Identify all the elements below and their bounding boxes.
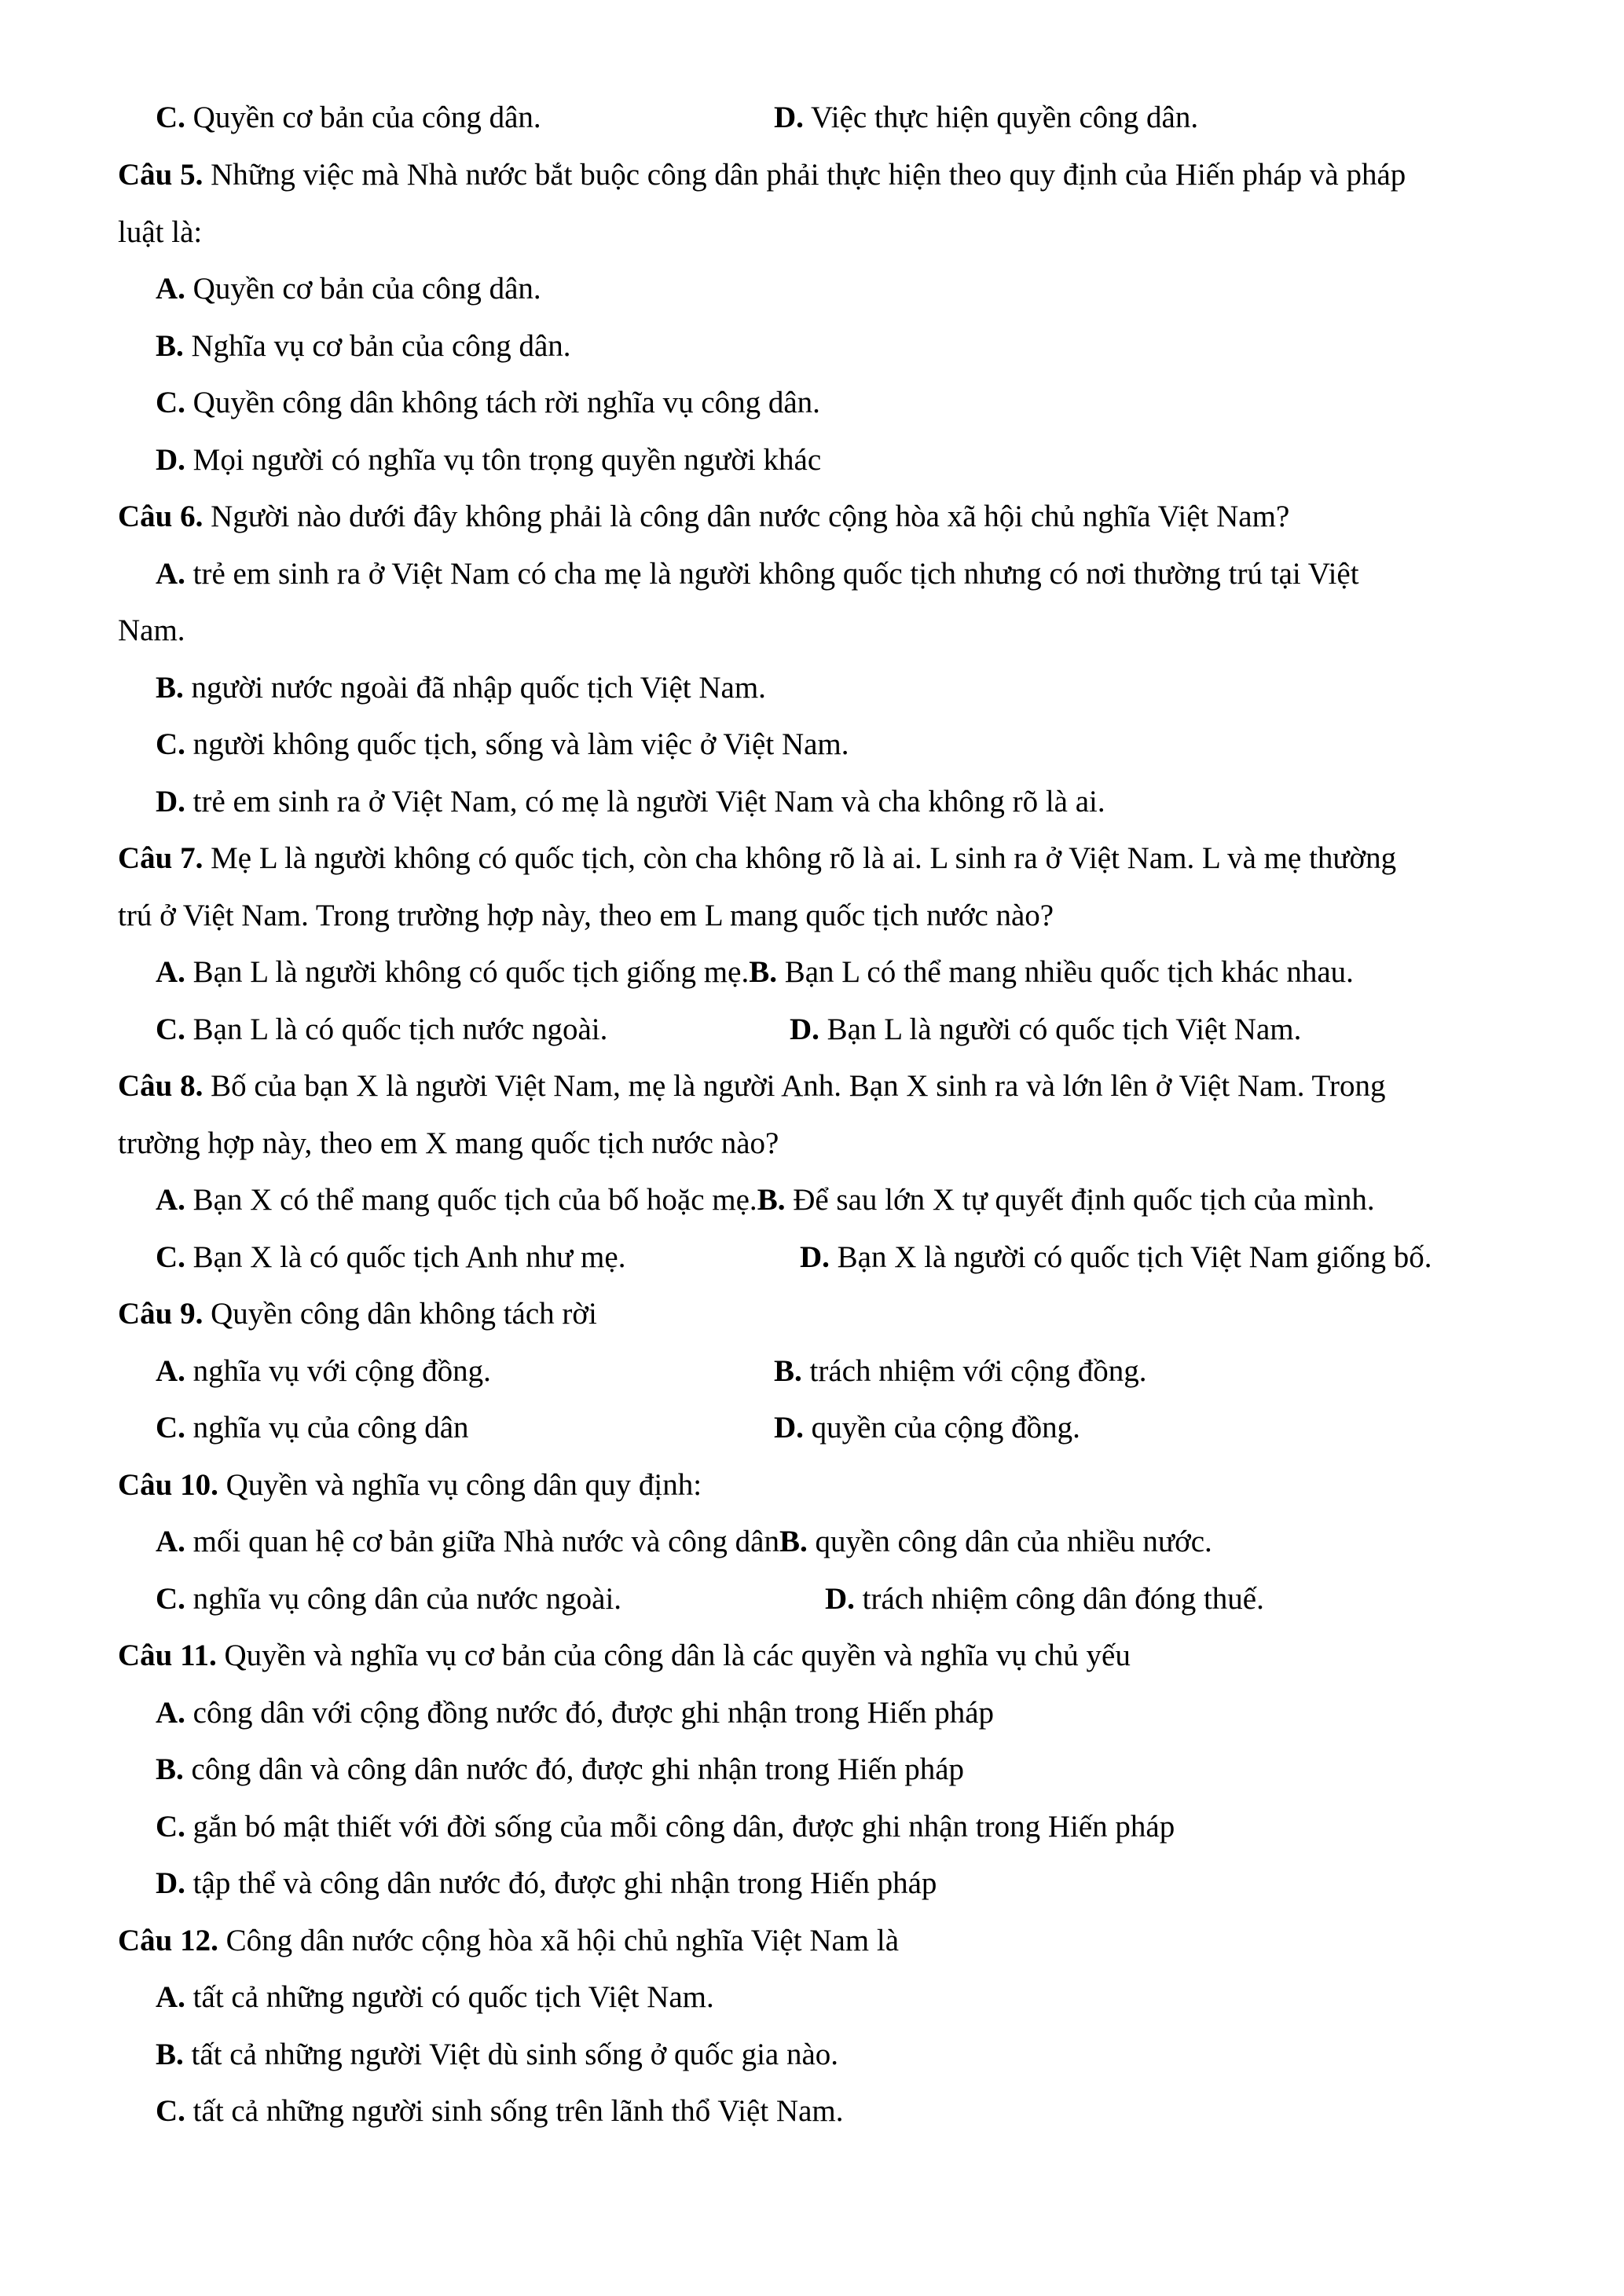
text-run: nghĩa vụ công dân của nước ngoài. — [185, 1582, 622, 1616]
label-bold: A. — [156, 1354, 185, 1388]
label-bold: A. — [156, 1696, 185, 1730]
text-line — [156, 1412, 469, 1443]
label-bold: B. — [749, 955, 777, 989]
label-bold: C. — [156, 386, 185, 419]
text-line — [156, 387, 820, 418]
text-run: tất cả những người sinh sống trên lãnh thổ Việt Nam. — [185, 2094, 844, 2128]
label-bold: A. — [156, 557, 185, 591]
text-run: trú ở Việt Nam. Trong trường hợp này, theo em L mang quốc tịch nước nào? — [118, 899, 1054, 932]
text-run: trường hợp này, theo em X mang quốc tịch nước nào? — [118, 1126, 779, 1160]
label-bold: B. — [156, 1752, 184, 1786]
label-bold: Câu 6. — [118, 500, 203, 533]
text-run: Bạn L có thể mang nhiều quốc tịch khác nhau. — [776, 955, 1354, 989]
text-line — [118, 501, 1289, 532]
text-line — [774, 102, 1198, 133]
label-bold: B. — [774, 1354, 802, 1388]
text-line — [156, 1014, 607, 1045]
text-line — [156, 2039, 838, 2070]
text-line — [118, 615, 185, 646]
label-bold: B. — [156, 329, 184, 363]
text-run: luật là: — [118, 215, 203, 249]
text-run: Quyền cơ bản của công dân. — [185, 272, 541, 306]
text-line — [156, 1356, 491, 1386]
label-bold: C. — [156, 1013, 185, 1046]
text-run: quyền công dân của nhiều nước. — [807, 1525, 1212, 1558]
text-line — [156, 729, 849, 760]
text-line — [156, 273, 541, 304]
text-line — [774, 1412, 1080, 1443]
text-run: tập thể và công dân nước đó, được ghi nhận trong Hiến pháp — [185, 1866, 937, 1900]
text-run: gắn bó mật thiết với đời sống của mỗi công dân, được ghi nhận trong Hiến pháp — [185, 1810, 1175, 1844]
label-bold: D. — [774, 101, 804, 134]
text-line — [156, 1185, 1375, 1215]
text-line — [156, 1697, 994, 1728]
label-bold: Câu 7. — [118, 841, 203, 875]
text-run: Bố của bạn X là người Việt Nam, mẹ là người Anh. Bạn X sinh ra và lớn lên ở Việt Nam. Trong — [203, 1069, 1386, 1103]
text-line — [156, 1526, 1212, 1557]
text-line — [118, 1128, 779, 1159]
text-line — [156, 102, 541, 133]
text-line — [156, 1242, 625, 1273]
text-line — [118, 843, 1396, 873]
text-run: Bạn X là người có quốc tịch Việt Nam giống bố. — [829, 1240, 1432, 1274]
label-bold: B. — [757, 1183, 786, 1217]
label-bold: D. — [774, 1411, 804, 1445]
text-run: Mẹ L là người không có quốc tịch, còn cha không rõ là ai. L sinh ra ở Việt Nam. L và mẹ thường — [203, 841, 1397, 875]
text-run: mối quan hệ cơ bản giữa Nhà nước và công dân — [185, 1525, 779, 1558]
text-line — [156, 786, 1105, 817]
text-run: người nước ngoài đã nhập quốc tịch Việt Nam. — [183, 671, 766, 705]
text-run: trẻ em sinh ra ở Việt Nam có cha mẹ là người không quốc tịch nhưng có nơi thường trú tại Việt — [185, 557, 1359, 591]
text-line — [118, 1298, 597, 1329]
label-bold: A. — [156, 272, 185, 306]
label-bold: C. — [156, 727, 185, 761]
text-run: tất cả những người Việt dù sinh sống ở quốc gia nào. — [183, 2038, 839, 2071]
label-bold: Câu 10. — [118, 1468, 218, 1502]
text-line — [774, 1356, 1146, 1386]
text-line — [800, 1242, 1432, 1273]
text-line — [790, 1014, 1301, 1045]
text-run: Bạn X có thể mang quốc tịch của bố hoặc mẹ. — [185, 1183, 757, 1217]
text-run: quyền của cộng đồng. — [803, 1411, 1080, 1445]
text-line — [156, 672, 766, 703]
label-bold: D. — [800, 1240, 830, 1274]
label-bold: Câu 12. — [118, 1924, 218, 1957]
label-bold: A. — [156, 1980, 185, 2014]
text-run: nghĩa vụ với cộng đồng. — [185, 1354, 491, 1388]
text-run: trách nhiệm công dân đóng thuế. — [854, 1582, 1264, 1616]
label-bold: Câu 11. — [118, 1639, 217, 1672]
text-run: Quyền công dân không tách rời nghĩa vụ công dân. — [185, 386, 820, 419]
text-run: Công dân nước cộng hòa xã hội chủ nghĩa Việt Nam là — [218, 1924, 900, 1957]
text-line — [118, 1470, 702, 1500]
text-run: Nam. — [118, 613, 185, 647]
text-run: Quyền và nghĩa vụ công dân quy định: — [218, 1468, 702, 1502]
text-run: Những việc mà Nhà nước bắt buộc công dân phải thực hiện theo quy định của Hiến pháp và pháp — [203, 158, 1406, 192]
label-bold: C. — [156, 1582, 185, 1616]
label-bold: C. — [156, 1411, 185, 1445]
text-line — [118, 217, 202, 247]
text-line — [156, 445, 821, 475]
label-bold: Câu 8. — [118, 1069, 203, 1103]
text-line — [118, 1640, 1131, 1671]
text-line — [156, 2096, 843, 2126]
text-run: Bạn X là có quốc tịch Anh như mẹ. — [185, 1240, 626, 1274]
text-run: Để sau lớn X tự quyết định quốc tịch của mình. — [785, 1183, 1375, 1217]
text-run: Bạn L là người không có quốc tịch giống mẹ. — [185, 955, 750, 989]
label-bold: B. — [779, 1525, 808, 1558]
text-line — [118, 159, 1406, 190]
text-run: Việc thực hiện quyền công dân. — [803, 101, 1199, 134]
label-bold: D. — [156, 785, 185, 818]
label-bold: C. — [156, 1810, 185, 1844]
text-run: Quyền cơ bản của công dân. — [185, 101, 541, 134]
text-line — [156, 1982, 714, 2012]
text-run: Bạn L là người có quốc tịch Việt Nam. — [819, 1013, 1302, 1046]
text-line — [118, 1925, 899, 1956]
text-run: công dân với cộng đồng nước đó, được ghi nhận trong Hiến pháp — [185, 1696, 995, 1730]
label-bold: Câu 5. — [118, 158, 203, 192]
text-run: trách nhiệm với cộng đồng. — [801, 1354, 1147, 1388]
text-line — [156, 558, 1359, 589]
text-run: Bạn L là có quốc tịch nước ngoài. — [185, 1013, 608, 1046]
text-line — [156, 957, 1354, 987]
label-bold: D. — [156, 1866, 185, 1900]
text-run: Người nào dưới đây không phải là công dân nước cộng hòa xã hội chủ nghĩa Việt Nam? — [203, 500, 1290, 533]
label-bold: C. — [156, 101, 185, 134]
label-bold: D. — [790, 1013, 819, 1046]
label-bold: D. — [825, 1582, 855, 1616]
label-bold: B. — [156, 671, 184, 705]
label-bold: Câu 9. — [118, 1297, 203, 1331]
text-line — [118, 900, 1054, 931]
text-run: Quyền công dân không tách rời — [203, 1297, 597, 1331]
label-bold: A. — [156, 955, 185, 989]
label-bold: A. — [156, 1183, 185, 1217]
text-line — [156, 1754, 964, 1785]
label-bold: A. — [156, 1525, 185, 1558]
text-run: công dân và công dân nước đó, được ghi nhận trong Hiến pháp — [183, 1752, 965, 1786]
text-line — [156, 1811, 1175, 1842]
label-bold: C. — [156, 2094, 185, 2128]
text-line — [825, 1584, 1264, 1614]
text-run: trẻ em sinh ra ở Việt Nam, có mẹ là người Việt Nam và cha không rõ là ai. — [185, 785, 1105, 818]
text-run: Quyền và nghĩa vụ cơ bản của công dân là các quyền và nghĩa vụ chủ yếu — [216, 1639, 1131, 1672]
text-line — [156, 1584, 621, 1614]
label-bold: D. — [156, 443, 185, 477]
text-line — [118, 1071, 1386, 1101]
text-line — [156, 331, 571, 361]
text-run: nghĩa vụ của công dân — [185, 1411, 469, 1445]
text-run: Mọi người có nghĩa vụ tôn trọng quyền người khác — [185, 443, 822, 477]
text-run: Nghĩa vụ cơ bản của công dân. — [183, 329, 571, 363]
label-bold: C. — [156, 1240, 185, 1274]
text-run: người không quốc tịch, sống và làm việc ở Việt Nam. — [185, 727, 849, 761]
text-line — [156, 1868, 937, 1899]
label-bold: B. — [156, 2038, 184, 2071]
text-run: tất cả những người có quốc tịch Việt Nam. — [185, 1980, 714, 2014]
